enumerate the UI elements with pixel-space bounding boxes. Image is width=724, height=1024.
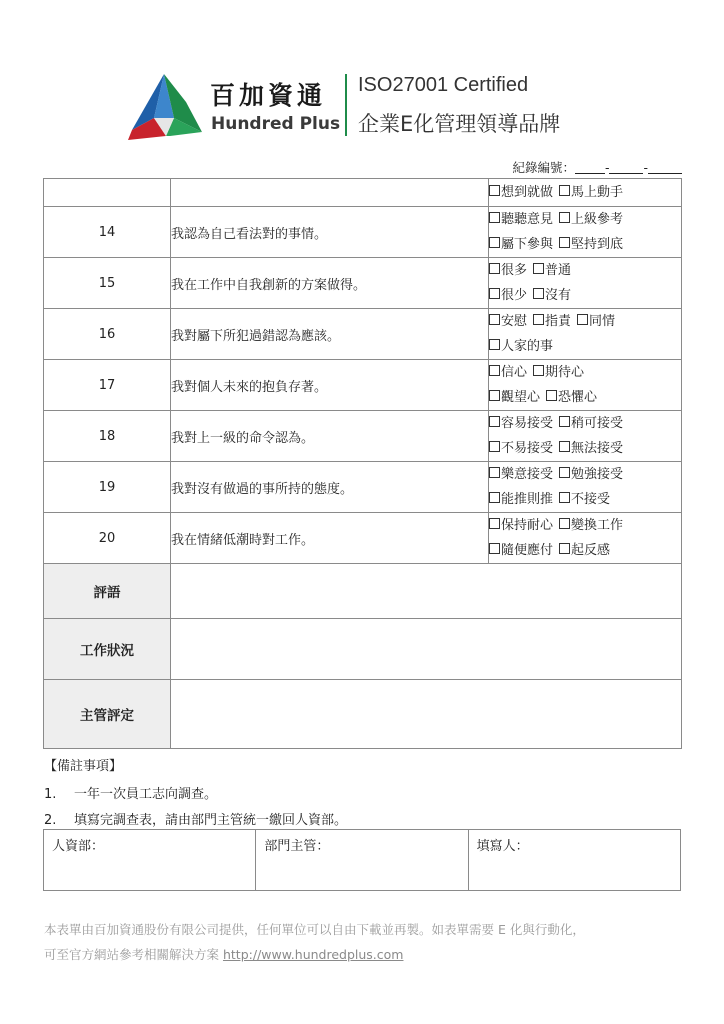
- comment-label: 評語: [44, 564, 171, 619]
- checkbox-icon[interactable]: [559, 492, 570, 503]
- question-row: [44, 309, 682, 360]
- option-line: [489, 462, 681, 487]
- checkbox-icon[interactable]: [489, 212, 500, 223]
- work-status-label: 工作狀況: [44, 619, 171, 680]
- answer-option[interactable]: [489, 518, 553, 533]
- question-row: [44, 258, 682, 309]
- checkbox-icon[interactable]: [489, 185, 500, 196]
- question-number: 14: [44, 207, 171, 258]
- option-label: 樂意接受: [501, 467, 554, 482]
- note-item: [44, 783, 217, 802]
- record-number-field-2[interactable]: [609, 161, 643, 174]
- checkbox-icon[interactable]: [577, 314, 588, 325]
- option-label: 沒有: [545, 288, 572, 303]
- answer-option[interactable]: [559, 237, 623, 252]
- option-label: 很多: [501, 263, 528, 278]
- hr-signature-field[interactable]: [44, 830, 256, 891]
- checkbox-icon[interactable]: [489, 237, 500, 248]
- question-number: 20: [44, 513, 171, 564]
- question-text: 我認為自己看法對的事情。: [171, 207, 489, 258]
- option-line: [489, 309, 681, 334]
- option-label: 恐懼心: [558, 390, 598, 405]
- checkbox-icon[interactable]: [559, 416, 570, 427]
- answer-option[interactable]: [489, 263, 527, 278]
- answer-option[interactable]: [489, 390, 540, 405]
- answer-option[interactable]: [559, 543, 610, 558]
- checkbox-icon[interactable]: [533, 314, 544, 325]
- question-number: [44, 179, 171, 207]
- option-line: [489, 334, 681, 359]
- option-label: 期待心: [545, 365, 585, 380]
- answer-option[interactable]: [559, 467, 623, 482]
- brand-slogan: 企業E化管理領導品牌: [358, 112, 561, 136]
- checkbox-icon[interactable]: [533, 263, 544, 274]
- record-number-label: 紀錄編號：: [512, 160, 575, 175]
- option-line: [489, 513, 681, 538]
- answer-option[interactable]: [577, 314, 615, 329]
- option-line: [489, 180, 681, 205]
- question-text: 我對屬下所犯過錯認為應該。: [171, 309, 489, 360]
- signoff-table: [43, 829, 681, 891]
- answer-option[interactable]: [489, 288, 527, 303]
- answer-options: [489, 360, 682, 411]
- answer-option[interactable]: [489, 365, 527, 380]
- note-text: 一年一次員工志向調查。: [74, 787, 218, 802]
- checkbox-icon[interactable]: [489, 492, 500, 503]
- website-link[interactable]: http://www.hundredplus.com: [222, 947, 404, 962]
- option-line: [489, 207, 681, 232]
- record-number-field-3[interactable]: [648, 161, 682, 174]
- question-number: 16: [44, 309, 171, 360]
- answer-option[interactable]: [559, 185, 623, 200]
- question-row: [44, 360, 682, 411]
- checkbox-icon[interactable]: [559, 543, 570, 554]
- answer-option[interactable]: [533, 288, 571, 303]
- question-text: 我對沒有做過的事所持的態度。: [171, 462, 489, 513]
- record-number-separator: -: [604, 160, 610, 175]
- checkbox-icon[interactable]: [489, 416, 500, 427]
- answer-option[interactable]: [489, 492, 553, 507]
- checkbox-icon[interactable]: [489, 390, 500, 401]
- option-line: [489, 411, 681, 436]
- supervisor-eval-row: [44, 680, 682, 749]
- answer-option[interactable]: [489, 416, 553, 431]
- checkbox-icon[interactable]: [489, 518, 500, 529]
- footer-website-prefix: 可至官方網站參考相關解決方案: [44, 947, 223, 962]
- answer-option[interactable]: [533, 263, 571, 278]
- option-label: 起反感: [571, 543, 611, 558]
- question-number: 15: [44, 258, 171, 309]
- record-number-field-1[interactable]: [575, 161, 605, 174]
- option-label: 馬上動手: [571, 185, 624, 200]
- answer-option[interactable]: [559, 492, 610, 507]
- brand-divider: [345, 74, 347, 136]
- checkbox-icon[interactable]: [489, 467, 500, 478]
- hundred-plus-logo: [124, 72, 204, 142]
- brand-name-english: Hundred Plus: [211, 114, 341, 134]
- option-label: 無法接受: [571, 441, 624, 456]
- comment-field[interactable]: [171, 564, 682, 619]
- option-line: [489, 538, 681, 563]
- answer-option[interactable]: [559, 441, 623, 456]
- answer-options: [489, 207, 682, 258]
- answer-option[interactable]: [559, 416, 623, 431]
- notes-title: 【備註事項】: [44, 759, 123, 774]
- option-line: [489, 360, 681, 385]
- brand-name-chinese: 百加資通: [210, 81, 327, 110]
- question-row: [44, 513, 682, 564]
- option-label: 信心: [501, 365, 528, 380]
- filler-signature-field[interactable]: [468, 830, 680, 891]
- checkbox-icon[interactable]: [559, 185, 570, 196]
- footer-disclaimer: 本表單由百加資通股份有限公司提供，任何單位可以自由下載並再製。如表單需要 E 化與行動化，: [44, 922, 585, 937]
- note-number: 2.: [44, 813, 57, 828]
- survey-table: [43, 178, 682, 749]
- answer-options: [489, 411, 682, 462]
- hr-label: 人資部：: [52, 839, 105, 854]
- checkbox-icon[interactable]: [489, 263, 500, 274]
- question-text: 我在情緒低潮時對工作。: [171, 513, 489, 564]
- note-text: 填寫完調查表，請由部門主管統一繳回人資部。: [74, 813, 348, 828]
- option-label: 上級參考: [571, 212, 624, 227]
- option-label: 容易接受: [501, 416, 554, 431]
- answer-option[interactable]: [489, 543, 553, 558]
- work-status-field[interactable]: [171, 619, 682, 680]
- survey-table-body: [44, 179, 682, 564]
- question-text: 我對上一級的命令認為。: [171, 411, 489, 462]
- question-number: 18: [44, 411, 171, 462]
- option-line: [489, 436, 681, 461]
- checkbox-icon[interactable]: [559, 467, 570, 478]
- answer-options: [489, 462, 682, 513]
- option-label: 同情: [589, 314, 616, 329]
- option-label: 不接受: [571, 492, 611, 507]
- answer-options: [489, 513, 682, 564]
- checkbox-icon[interactable]: [559, 237, 570, 248]
- question-text: 我在工作中自我創新的方案做得。: [171, 258, 489, 309]
- option-label: 指責: [545, 314, 572, 329]
- checkbox-icon[interactable]: [559, 518, 570, 529]
- comment-row: [44, 564, 682, 619]
- option-line: [489, 283, 681, 308]
- option-label: 人家的事: [501, 339, 554, 354]
- option-label: 安慰: [501, 314, 528, 329]
- answer-option[interactable]: [546, 390, 597, 405]
- option-label: 不易接受: [501, 441, 554, 456]
- question-number: 17: [44, 360, 171, 411]
- supervisor-eval-label: 主管評定: [44, 680, 171, 749]
- checkbox-icon[interactable]: [533, 365, 544, 376]
- answer-option[interactable]: [533, 365, 584, 380]
- evaluation-sections: [44, 564, 682, 749]
- checkbox-icon[interactable]: [489, 365, 500, 376]
- record-number-separator: -: [643, 160, 648, 175]
- answer-option[interactable]: [489, 212, 553, 227]
- checkbox-icon[interactable]: [533, 288, 544, 299]
- option-label: 稍可接受: [571, 416, 624, 431]
- answer-option[interactable]: [489, 314, 527, 329]
- checkbox-icon[interactable]: [489, 288, 500, 299]
- option-line: [489, 487, 681, 512]
- option-label: 聽聽意見: [501, 212, 554, 227]
- question-row: [44, 462, 682, 513]
- answer-options: [489, 258, 682, 309]
- filler-label: 填寫人：: [476, 839, 529, 854]
- checkbox-icon[interactable]: [559, 441, 570, 452]
- answer-option[interactable]: [489, 237, 553, 252]
- answer-option[interactable]: [489, 467, 553, 482]
- option-line: [489, 385, 681, 410]
- option-label: 普通: [545, 263, 572, 278]
- supervisor-eval-field[interactable]: [171, 680, 682, 749]
- checkbox-icon[interactable]: [559, 212, 570, 223]
- iso-certification-text: ISO27001 Certified: [358, 74, 529, 96]
- checkbox-icon[interactable]: [489, 543, 500, 554]
- option-label: 屬下參與: [501, 237, 554, 252]
- option-line: [489, 232, 681, 257]
- option-label: 想到就做: [501, 185, 554, 200]
- checkbox-icon[interactable]: [489, 339, 500, 350]
- note-number: 1.: [44, 787, 57, 802]
- answer-option[interactable]: [489, 185, 553, 200]
- question-row: [44, 179, 682, 207]
- question-text: 我對個人未來的抱負存著。: [171, 360, 489, 411]
- checkbox-icon[interactable]: [546, 390, 557, 401]
- checkbox-icon[interactable]: [489, 441, 500, 452]
- option-label: 能推則推: [501, 492, 554, 507]
- answer-option[interactable]: [489, 441, 553, 456]
- answer-option[interactable]: [489, 339, 553, 354]
- checkbox-icon[interactable]: [489, 314, 500, 325]
- option-label: 觀望心: [501, 390, 541, 405]
- record-number: [512, 158, 682, 176]
- answer-options: [489, 309, 682, 360]
- option-label: 變換工作: [571, 518, 624, 533]
- question-text: [171, 179, 489, 207]
- option-label: 隨便應付: [501, 543, 554, 558]
- question-number: 19: [44, 462, 171, 513]
- option-label: 堅持到底: [571, 237, 624, 252]
- question-row: [44, 207, 682, 258]
- option-label: 很少: [501, 288, 528, 303]
- option-label: 保持耐心: [501, 518, 554, 533]
- option-line: [489, 258, 681, 283]
- answer-option[interactable]: [559, 212, 623, 227]
- dept-head-label: 部門主管：: [264, 839, 330, 854]
- option-label: 勉強接受: [571, 467, 624, 482]
- footer-website-line: [44, 945, 403, 963]
- answer-option[interactable]: [559, 518, 623, 533]
- answer-options: [489, 179, 682, 207]
- question-row: [44, 411, 682, 462]
- work-status-row: [44, 619, 682, 680]
- dept-head-signature-field[interactable]: [256, 830, 468, 891]
- note-item: [44, 809, 347, 828]
- answer-option[interactable]: [533, 314, 571, 329]
